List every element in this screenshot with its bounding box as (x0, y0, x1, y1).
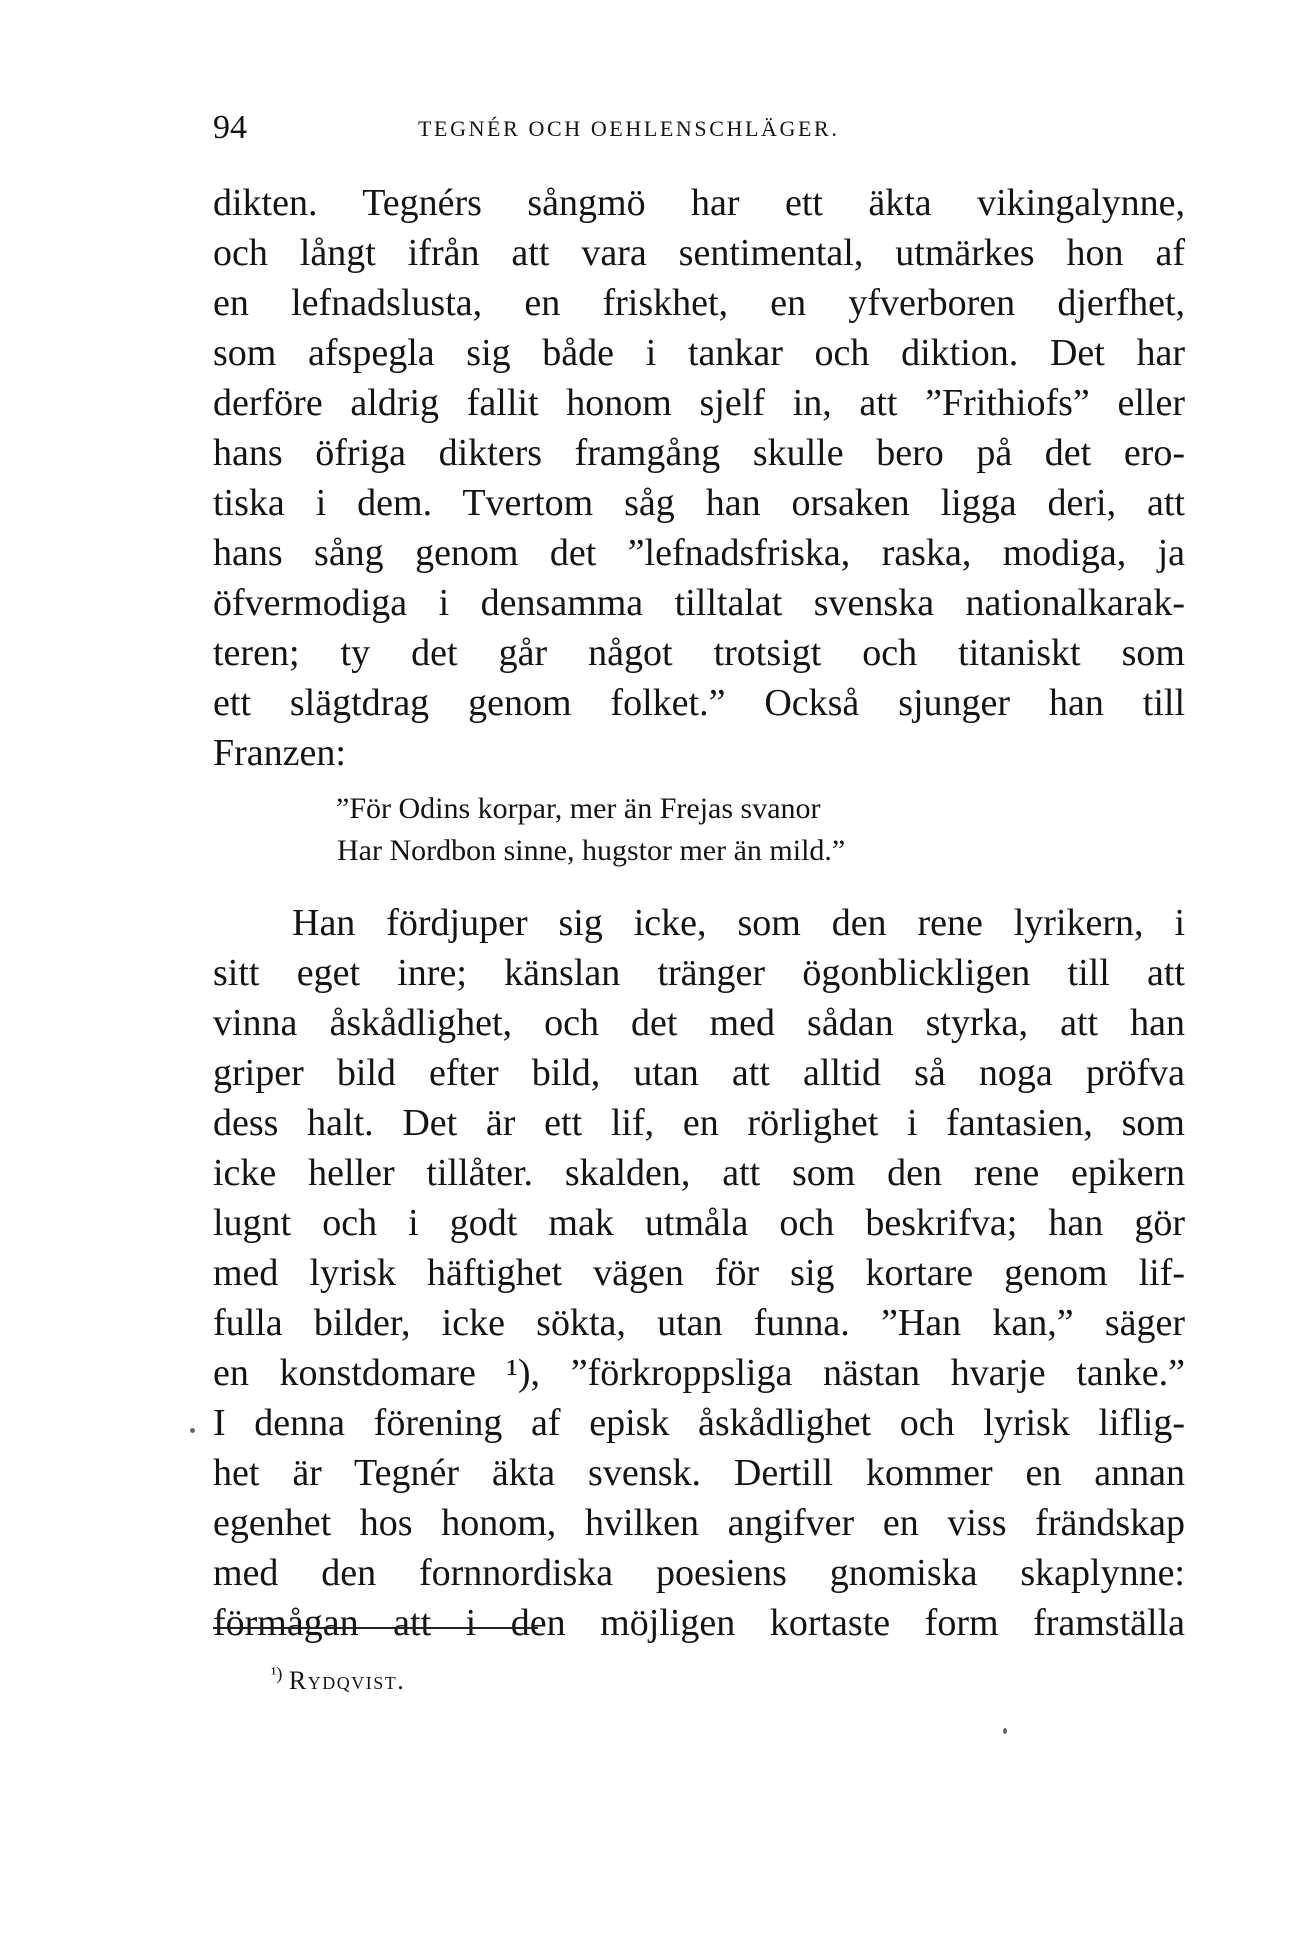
text-line: öfvermodiga i densamma tilltalat svenska nationalkarak- (213, 582, 1185, 624)
text-line: egenhet hos honom, hvilken angifver en viss frändskap (213, 1502, 1185, 1544)
text-line: vinna åskådlighet, och det med sådan styrka, att han (213, 1002, 1185, 1044)
text-line: lugnt och i godt mak utmåla och beskrifva; han gör (213, 1202, 1185, 1244)
text-line: teren; ty det går något trotsigt och titaniskt som (213, 632, 1185, 674)
text-line: het är Tegnér äkta svensk. Dertill kommer en annan (213, 1452, 1185, 1494)
print-speck (1003, 1728, 1007, 1734)
text-line: hans öfriga dikters framgång skulle bero på det ero- (213, 432, 1185, 474)
page-number: 94 (213, 109, 247, 146)
text-line: en konstdomare ¹), ”förkroppsliga nästan hvarje tanke.” (213, 1352, 1185, 1394)
text-line: hans sång genom det ”lefnadsfriska, raska, modiga, ja (213, 532, 1185, 574)
text-line: sitt eget inre; känslan tränger ögonblickligen till att (213, 952, 1185, 994)
text-line: Franzen: (213, 732, 346, 774)
text-line: ett slägtdrag genom folket.” Också sjunger han till (213, 682, 1185, 724)
text-line: derföre aldrig fallit honom sjelf in, att ”Frithiofs” eller (213, 382, 1185, 424)
page-header (213, 108, 1173, 148)
verse-line: ”För Odins korpar, mer än Frejas svanor (336, 792, 821, 825)
print-speck (190, 1428, 195, 1433)
text-line: I denna förening af episk åskådlighet och lyrisk liflig- (213, 1402, 1185, 1444)
text-line: griper bild efter bild, utan att alltid så noga pröfva (213, 1052, 1185, 1094)
footnote-text: Rydqvist. (288, 1666, 406, 1695)
footnote-marker: ¹) (271, 1663, 283, 1684)
verse-quote (336, 788, 1036, 872)
text-line: och långt ifrån att vara sentimental, utmärkes hon af (213, 232, 1185, 274)
text-line: med den fornnordiska poesiens gnomiska skaplynne: (213, 1552, 1185, 1594)
footnote-divider (213, 1627, 538, 1629)
text-line: med lyrisk häftighet vägen för sig kortare genom lif- (213, 1252, 1185, 1294)
text-line: dess halt. Det är ett lif, en rörlighet i fantasien, som (213, 1102, 1185, 1144)
text-line: dikten. Tegnérs sångmö har ett äkta vikingalynne, (213, 182, 1185, 224)
footnote (271, 1664, 405, 1698)
text-line: fulla bilder, icke sökta, utan funna. ”Han kan,” säger (213, 1302, 1185, 1344)
running-head: TEGNÉR OCH OEHLENSCHLÄGER. (418, 116, 840, 141)
paragraph-2 (213, 898, 1185, 1648)
text-line: som afspegla sig både i tankar och diktion. Det har (213, 332, 1185, 374)
paragraph-1 (213, 178, 1185, 778)
text-line: Han fördjuper sig icke, som den rene lyrikern, i (292, 902, 1185, 944)
text-line: tiska i dem. Tvertom såg han orsaken ligga deri, att (213, 482, 1185, 524)
verse-line: Har Nordbon sinne, hugstor mer än mild.” (337, 834, 846, 867)
text-line: förmågan att i den möjligen kortaste form framställa (213, 1602, 1185, 1644)
text-line: en lefnadslusta, en friskhet, en yfverboren djerfhet, (213, 282, 1185, 324)
text-line: icke heller tillåter. skalden, att som den rene epikern (213, 1152, 1185, 1194)
